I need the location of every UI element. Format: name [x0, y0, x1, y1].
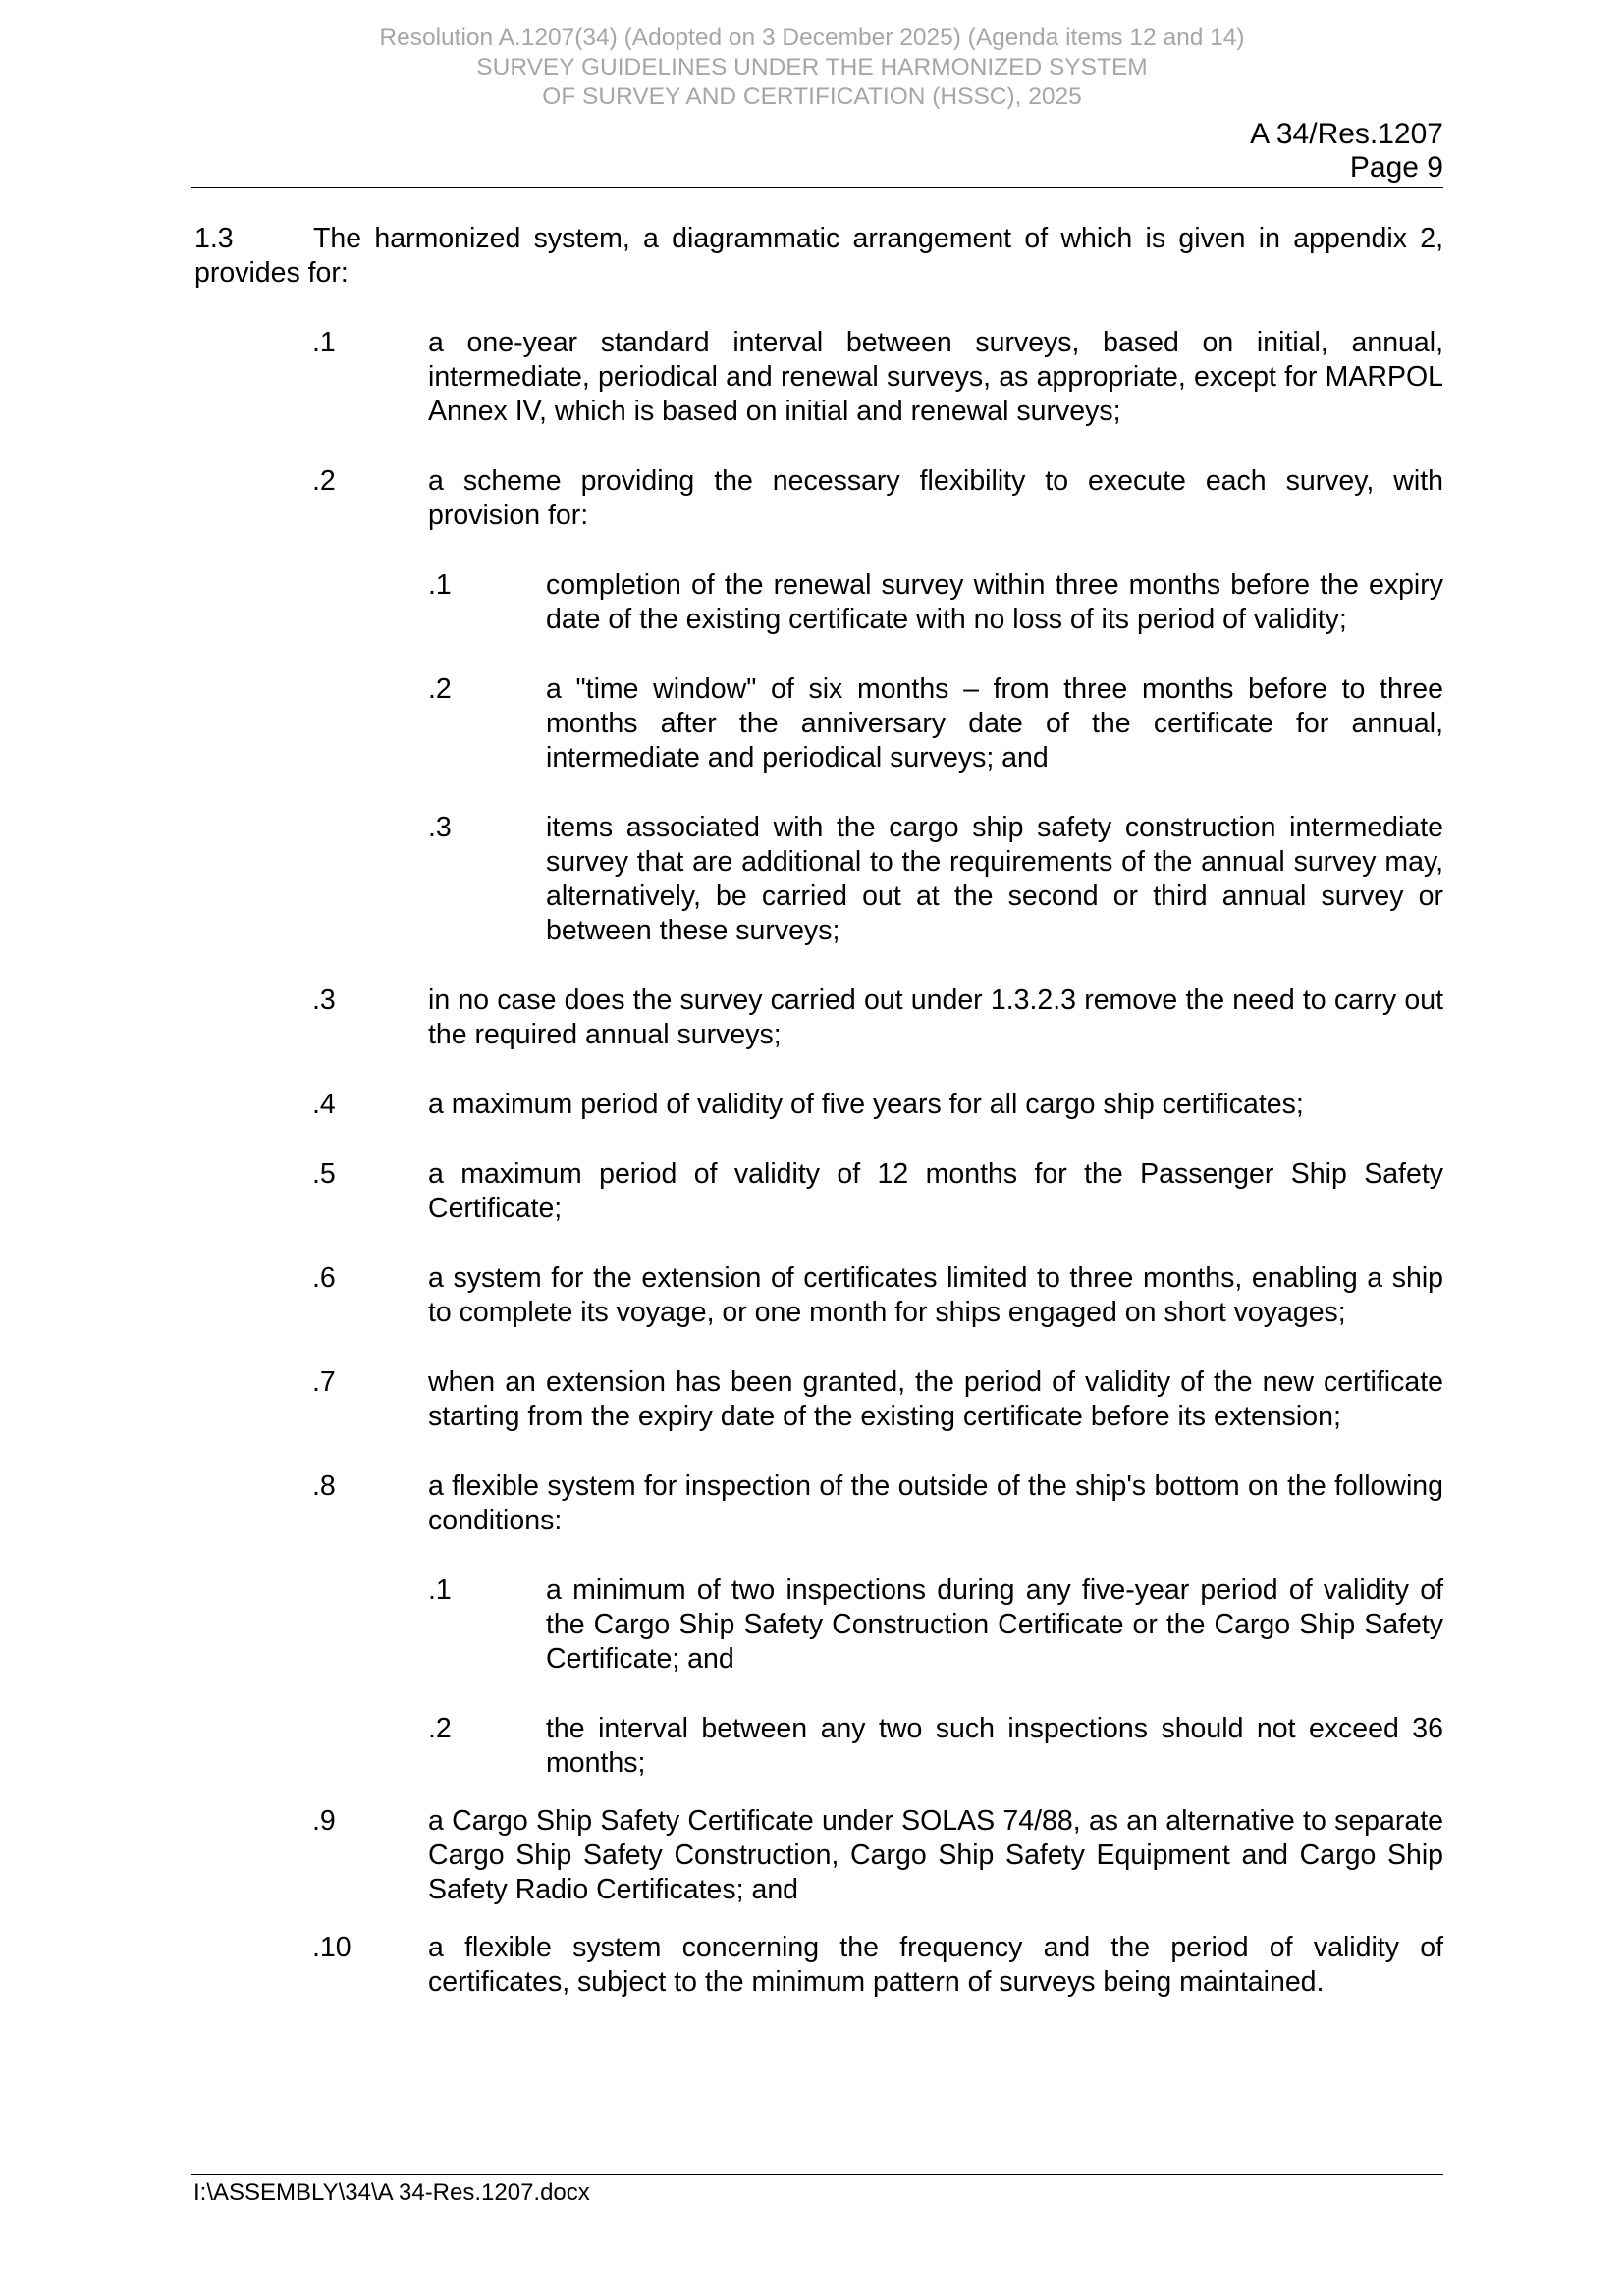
list-item: [194, 1157, 1443, 1226]
document-reference: [1250, 118, 1443, 185]
list-item: [194, 984, 1443, 1052]
item-number: .10: [312, 1932, 352, 1963]
item-number: .2: [312, 465, 336, 497]
list-item: [194, 1261, 1443, 1330]
item-number: .7: [312, 1366, 336, 1398]
sub-item-text: items associated with the cargo ship safety construction intermediate survey that are additional to the requirements of the annual survey may, alternatively, be carried out at the second or third annual survey or between these surveys;: [546, 812, 1443, 946]
sub-item-number: .1: [428, 1575, 452, 1606]
watermark-line-2: SURVEY GUIDELINES UNDER THE HARMONIZED SYSTEM: [476, 54, 1148, 80]
sub-list-item: [194, 568, 1443, 637]
sub-item-text: completion of the renewal survey within three months before the expiry date of the existing certificate with no loss of its period of validity;: [546, 569, 1443, 635]
sub-list-item: [194, 811, 1443, 948]
item-text: in no case does the survey carried out under 1.3.2.3 remove the need to carry out the required annual surveys;: [428, 985, 1443, 1050]
sub-item-text: a minimum of two inspections during any five-year period of validity of the Cargo Ship Safety Construction Certificate or the Cargo Ship Safety Certificate; and: [546, 1575, 1443, 1675]
sub-item-number: .3: [428, 812, 452, 843]
watermark-line-1: Resolution A.1207(34) (Adopted on 3 December 2025) (Agenda items 12 and 14): [379, 25, 1245, 51]
item-text: a one-year standard interval between surveys, based on initial, annual, intermediate, periodical and renewal surveys, as appropriate, except for MARPOL Annex IV, which is based on initial and renewal surveys;: [428, 327, 1443, 427]
footer-rule: [191, 2174, 1443, 2175]
watermark-line-3: OF SURVEY AND CERTIFICATION (HSSC), 2025: [542, 83, 1082, 110]
paragraph-1-3: [194, 222, 1443, 291]
sub-item-number: .2: [428, 1713, 452, 1744]
resolution-watermark: [0, 24, 1624, 112]
list-item: [194, 1469, 1443, 1538]
sub-list-item: [194, 1574, 1443, 1677]
sub-item-number: .1: [428, 569, 452, 601]
item-text: a flexible system for inspection of the outside of the ship's bottom on the following conditions:: [428, 1470, 1443, 1536]
item-text: a maximum period of validity of five years for all cargo ship certificates;: [428, 1089, 1304, 1120]
sub-list-item: [194, 672, 1443, 775]
doc-ref-number: A 34/Res.1207: [1250, 118, 1443, 150]
list-item: [194, 1804, 1443, 1907]
item-text: when an extension has been granted, the period of validity of the new certificate starting from the expiry date of the existing certificate before its extension;: [428, 1366, 1443, 1432]
paragraph-text: The harmonized system, a diagrammatic arrangement of which is given in appendix 2, provides for:: [194, 223, 1443, 289]
item-text: a maximum period of validity of 12 months for the Passenger Ship Safety Certificate;: [428, 1158, 1443, 1224]
item-number: .9: [312, 1805, 336, 1837]
file-path-footer: I:\ASSEMBLY\34\A 34-Res.1207.docx: [193, 2179, 590, 2206]
list-item: [194, 326, 1443, 429]
list-item: [194, 1088, 1443, 1122]
item-number: .6: [312, 1262, 336, 1294]
list-item: [194, 464, 1443, 533]
sub-item-text: a "time window" of six months – from three months before to three months after the anniversary date of the certificate for annual, intermediate and periodical surveys; and: [546, 673, 1443, 774]
header-rule: [191, 187, 1443, 188]
sub-list-item: [194, 1712, 1443, 1781]
item-text: a Cargo Ship Safety Certificate under SOLAS 74/88, as an alternative to separate Cargo Ship Safety Construction, Cargo Ship Safety Equipment and Cargo Ship Safety Radio Certificates; and: [428, 1805, 1443, 1905]
paragraph-number: 1.3: [194, 223, 234, 254]
sub-item-number: .2: [428, 673, 452, 705]
item-text: a system for the extension of certificates limited to three months, enabling a ship to complete its voyage, or one month for ships engaged on short voyages;: [428, 1262, 1443, 1328]
list-item: [194, 1931, 1443, 2000]
item-text: a flexible system concerning the frequency and the period of validity of certificates, subject to the minimum pattern of surveys being maintained.: [428, 1932, 1443, 1998]
page-number: Page 9: [1349, 151, 1443, 184]
list-item: [194, 1365, 1443, 1434]
item-number: .8: [312, 1470, 336, 1502]
document-body: [194, 222, 1443, 2035]
item-number: .4: [312, 1089, 336, 1120]
item-text: a scheme providing the necessary flexibility to execute each survey, with provision for:: [428, 465, 1443, 531]
item-number: .5: [312, 1158, 336, 1190]
item-number: .3: [312, 985, 336, 1016]
sub-item-text: the interval between any two such inspections should not exceed 36 months;: [546, 1713, 1443, 1779]
item-number: .1: [312, 327, 336, 358]
